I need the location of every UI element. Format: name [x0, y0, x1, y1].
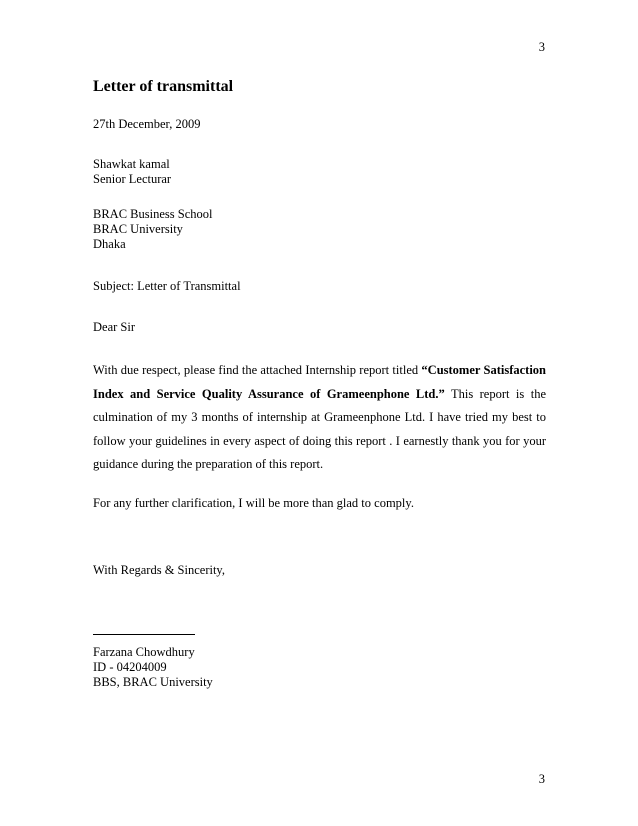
address-block: [93, 207, 212, 252]
recipient-block: [93, 157, 171, 187]
page-number-top: 3: [538, 40, 545, 54]
salutation: Dear Sir: [93, 320, 135, 334]
recipient-name: Shawkat kamal: [93, 157, 170, 171]
signatory-id: ID - 04204009: [93, 660, 167, 674]
page-title: Letter of transmittal: [93, 78, 234, 95]
clarification-line: For any further clarification, I will be more than glad to comply.: [93, 496, 414, 510]
page-number-bottom: 3: [538, 772, 545, 786]
address-line-3: Dhaka: [93, 237, 126, 251]
signature-line: [93, 634, 195, 635]
recipient-title: Senior Lecturar: [93, 172, 172, 186]
address-line-2: BRAC University: [93, 222, 183, 236]
body-intro: With due respect, please find the attached Internship report titled: [93, 363, 422, 377]
address-line-1: BRAC Business School: [93, 207, 213, 221]
report-title: “Customer Satisfaction Index and Service Quality Assurance of Grameenphone Ltd.”: [93, 363, 546, 401]
signatory-org: BBS, BRAC University: [93, 675, 213, 689]
closing-line: With Regards & Sincerity,: [93, 563, 225, 577]
body-rest: This report is the culmination of my 3 months of internship at Grameenphone Ltd. I have tried my best to follow your guidelines in every aspect of doing this report . I earnestly thank you for your guidance during the preparation of this report.: [93, 386, 546, 471]
letter-date: 27th December, 2009: [93, 117, 201, 131]
subject-line: Subject: Letter of Transmittal: [93, 279, 241, 293]
signatory-name: Farzana Chowdhury: [93, 645, 195, 659]
signatory-block: [93, 645, 213, 690]
body-paragraph: [93, 359, 546, 477]
